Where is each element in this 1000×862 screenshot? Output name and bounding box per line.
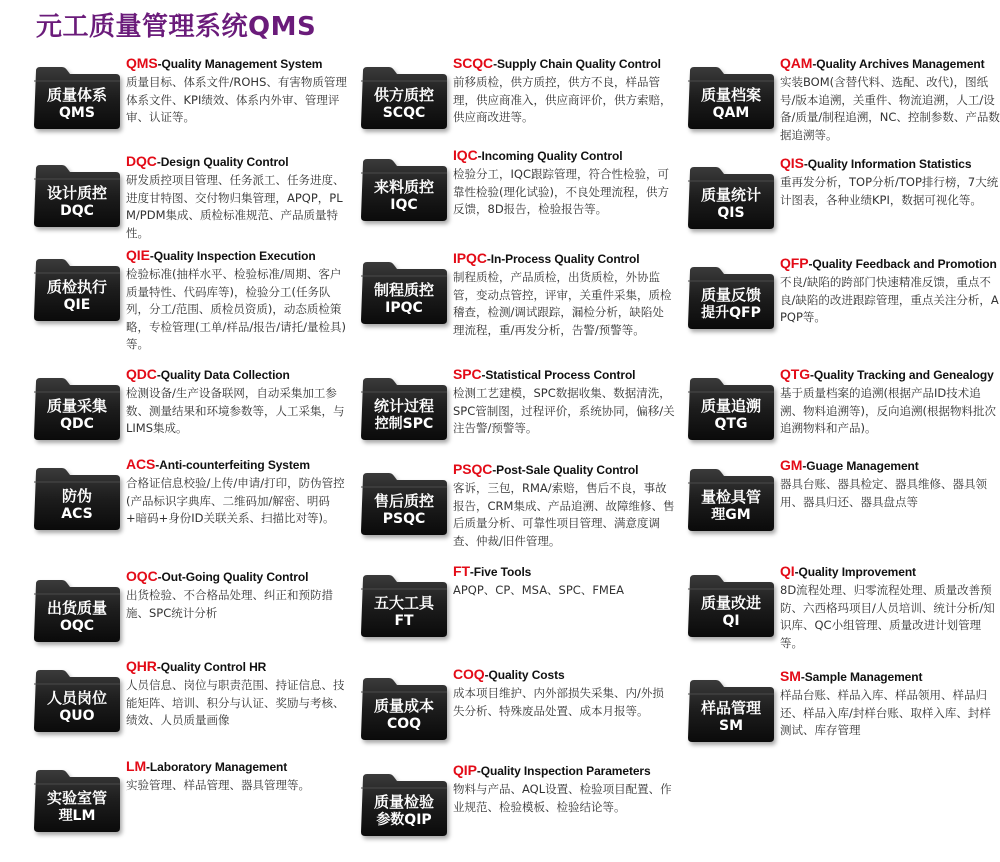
module-title xyxy=(780,457,1000,473)
module-description: 基于质量档案的追溯(根据产品ID技术追溯、物料追溯等)，反向追溯(根据物料批次追溯物料和产品)。 xyxy=(780,386,996,436)
module-card[interactable] xyxy=(355,55,675,155)
page-title: 元工质量管理系统QMS xyxy=(36,12,317,42)
module-description: 重再发分析，TOP分析/TOP排行榜，7大统计图表，各种业绩KPI，数据可视化等。 xyxy=(780,175,999,207)
module-card[interactable] xyxy=(355,366,675,466)
module-folder[interactable] xyxy=(359,471,449,536)
module-card[interactable] xyxy=(682,55,1000,155)
folder-label-en: DQC xyxy=(60,202,94,219)
module-title xyxy=(126,758,348,774)
module-description: 8D流程处理、归零流程处理、质量改善预防、六西格玛项目/人员培训、统计分析/知识库、QC小组管理、质量改进计划管理等。 xyxy=(780,583,995,650)
module-code: QI xyxy=(780,563,795,579)
module-code: IQC xyxy=(453,147,478,163)
folder-label-cn: 来料质控 xyxy=(373,177,434,196)
module-name: -Quality Archives Management xyxy=(812,57,985,71)
module-code: SM xyxy=(780,668,801,684)
module-description: 制程质检，产品质检，出货质检，外协监管，变动点管控，评审，关重件采集，质检稽查，检测/调试跟踪，漏检分析，缺陷处理流程，重/再发分析，告警/预警等。 xyxy=(453,270,672,337)
module-card[interactable] xyxy=(682,155,1000,255)
module-code: IPQC xyxy=(453,250,487,266)
module-name: -Quality Control HR xyxy=(156,660,267,674)
folder-label-cn: 人员岗位 xyxy=(46,688,107,707)
module-folder[interactable] xyxy=(686,265,776,330)
module-code: SPC xyxy=(453,366,482,382)
module-title xyxy=(453,762,675,778)
module-description: 检测设备/生产设备联网，自动采集加工参数、测量结果和环境参数等，人工采集，与LIMS集成。 xyxy=(126,386,345,436)
folder-label-cn: 质量反馈 xyxy=(700,285,761,304)
module-description: 前移质检，供方质控，供方不良，样品管理，供应商准入，供应商评价，供方索赔，供应商改进等。 xyxy=(453,75,672,125)
module-code: DQC xyxy=(126,153,157,169)
folder-label-cn: 质量体系 xyxy=(46,85,107,104)
module-name: -Quality Inspection Parameters xyxy=(476,764,651,778)
module-code: LM xyxy=(126,758,147,774)
module-code: OQC xyxy=(126,568,158,584)
module-code: FT xyxy=(453,563,470,579)
folder-label-cn: 防伪 xyxy=(61,486,92,505)
module-code: QIE xyxy=(126,247,150,263)
module-title xyxy=(453,366,675,382)
module-code: COQ xyxy=(453,666,485,682)
module-title xyxy=(126,153,348,169)
module-title xyxy=(780,55,1000,71)
module-folder[interactable] xyxy=(359,772,449,837)
module-card[interactable] xyxy=(355,762,675,862)
module-name: -Quality Information Statistics xyxy=(803,157,972,171)
module-name: -Laboratory Management xyxy=(146,760,288,774)
module-name: -Quality Tracking and Genealogy xyxy=(810,368,994,382)
folder-label-en: QMS xyxy=(59,104,95,121)
module-title xyxy=(780,255,1000,271)
module-name: -Design Quality Control xyxy=(156,155,289,169)
folder-label-en: 理LM xyxy=(58,807,96,824)
folder-label-cn: 样品管理 xyxy=(700,698,761,717)
module-title xyxy=(453,563,675,579)
folder-label-cn: 质量档案 xyxy=(700,85,761,104)
module-name: -Guage Management xyxy=(802,459,919,473)
module-name: -Quality Inspection Execution xyxy=(149,249,316,263)
folder-label-en: ACS xyxy=(61,505,93,522)
module-card[interactable] xyxy=(682,563,1000,663)
module-card[interactable] xyxy=(355,563,675,663)
module-code: SCQC xyxy=(453,55,494,71)
module-folder[interactable] xyxy=(686,65,776,130)
folder-label-en: QIS xyxy=(717,204,745,221)
module-code: QAM xyxy=(780,55,813,71)
module-code: QDC xyxy=(126,366,157,382)
folder-label-en: COQ xyxy=(386,715,422,732)
folder-label-cn: 实验室管 xyxy=(46,788,107,807)
folder-label-cn: 供方质控 xyxy=(373,85,434,104)
module-title xyxy=(126,55,348,71)
module-folder[interactable] xyxy=(32,65,122,130)
module-title xyxy=(453,461,675,477)
module-description: 研发质控项目管理、任务派工、任务进度、进度甘特图、交付物归集管理，APQP，PLM/PDM集成、质检标准规范、产品质量特性。 xyxy=(126,173,345,240)
module-code: QHR xyxy=(126,658,157,674)
module-code: QIS xyxy=(780,155,804,171)
module-name: -Quality Management System xyxy=(157,57,323,71)
module-description: 客诉，三包，RMA/索赔，售后不良，事故报告，CRM集成、产品追溯、故障维修、售后质量分析、可靠性项目管理、满意度调查、仲裁/旧件管理。 xyxy=(453,481,675,548)
module-name: -Five Tools xyxy=(469,565,532,579)
module-title xyxy=(126,366,348,382)
folder-label-en: 控制SPC xyxy=(374,415,434,432)
module-title xyxy=(780,366,1000,382)
module-description: 质量目标、体系文件/ROHS、有害物质管理体系文件、KPI绩效、体系内外审、管理评审、认证等。 xyxy=(126,75,347,125)
module-folder[interactable] xyxy=(32,257,122,322)
module-name: -Incoming Quality Control xyxy=(477,149,623,163)
module-folder[interactable] xyxy=(359,573,449,638)
module-card[interactable] xyxy=(682,255,1000,355)
folder-label-en: QUO xyxy=(59,707,95,724)
module-title xyxy=(126,658,348,674)
module-folder[interactable] xyxy=(359,676,449,741)
folder-label-en: 提升QFP xyxy=(701,304,761,321)
module-title xyxy=(780,155,1000,171)
module-card[interactable] xyxy=(682,457,1000,557)
module-code: PSQC xyxy=(453,461,493,477)
module-card[interactable] xyxy=(28,658,348,758)
folder-label-cn: 质量统计 xyxy=(700,185,761,204)
folder-label-cn: 质量追溯 xyxy=(700,396,761,415)
module-folder[interactable] xyxy=(359,376,449,441)
module-description: 器具台账、器具检定、器具维修、器具领用、器具归还、器具盘点等 xyxy=(780,477,987,509)
module-description: 实验管理、样品管理、器具管理等。 xyxy=(126,778,310,792)
folder-label-en: QDC xyxy=(60,415,94,432)
folder-label-cn: 出货质量 xyxy=(46,598,107,617)
folder-label-en: QI xyxy=(722,612,740,629)
module-name: -Out-Going Quality Control xyxy=(157,570,309,584)
folder-label-cn: 设计质控 xyxy=(46,183,107,202)
module-code: QMS xyxy=(126,55,158,71)
module-card[interactable] xyxy=(28,55,348,155)
module-folder[interactable] xyxy=(32,578,122,643)
folder-label-en: PSQC xyxy=(382,510,426,527)
module-description: 出货检验、不合格品处理、纠正和预防措施、SPC统计分析 xyxy=(126,588,333,620)
folder-label-cn: 五大工具 xyxy=(373,593,434,612)
module-title xyxy=(126,456,348,472)
folder-label-en: 参数QIP xyxy=(376,811,432,828)
module-folder[interactable] xyxy=(686,573,776,638)
module-code: GM xyxy=(780,457,803,473)
module-title xyxy=(453,147,675,163)
module-card[interactable] xyxy=(28,153,348,253)
module-title xyxy=(453,250,675,266)
module-description: 不良/缺陷的跨部门快速精准反馈，重点不良/缺陷的改进跟踪管理，重点关注分析，APQP等。 xyxy=(780,275,999,325)
module-code: QFP xyxy=(780,255,809,271)
module-description: 样品台账、样品入库、样品领用、样品归还、样品入库/封样台账、取样入库、封样测试、库存管理 xyxy=(780,688,991,738)
module-description: 合格证信息校验/上传/申请/打印，防伪管控(产品标识字典库、二维码加/解密、明码+暗码+身份ID关联关系、扫描比对等)。 xyxy=(126,476,345,526)
module-description: 检验标准(抽样水平、检验标准/周期、客户质量特性、代码库等)，检验分工(任务队列，分工/范围、质检员资质)，动态质检策略，专检管理(工单/样品/报告/请托/量检具)等。 xyxy=(126,267,346,352)
module-folder[interactable] xyxy=(32,466,122,531)
module-name: -In-Process Quality Control xyxy=(486,252,640,266)
module-description: 人员信息、岗位与职责范围、持证信息、技能矩阵、培训、积分与认证、奖励与考核、绩效、人员质量画像 xyxy=(126,678,345,728)
module-folder[interactable] xyxy=(686,467,776,532)
module-description: 物料与产品、AQL设置、检验项目配置、作业规范、检验模板、检验结论等。 xyxy=(453,782,672,814)
module-folder[interactable] xyxy=(359,260,449,325)
folder-label-en: OQC xyxy=(59,617,95,634)
folder-label-en: SCQC xyxy=(382,104,426,121)
module-title xyxy=(453,666,675,682)
module-folder[interactable] xyxy=(32,163,122,228)
folder-label-en: IPQC xyxy=(385,299,423,316)
module-card[interactable] xyxy=(28,366,348,466)
module-description: 检测工艺建模，SPC数据收集、数据清洗，SPC管制图，过程评价，系统协同，偏移/关注告警/预警等。 xyxy=(453,386,675,436)
module-folder[interactable] xyxy=(32,376,122,441)
module-card[interactable] xyxy=(28,758,348,858)
module-card[interactable] xyxy=(355,461,675,561)
module-name: -Quality Feedback and Promotion xyxy=(808,257,997,271)
folder-label-en: SM xyxy=(718,717,743,734)
module-description: 实装BOM(含替代料、选配、改代)，图纸号/版本追溯，关重件、物流追溯，人工/设备/质量/制程追溯，NC、控制参数、产品数据追溯等。 xyxy=(780,75,1000,142)
folder-label-en: QTG xyxy=(714,415,748,432)
module-name: -Post-Sale Quality Control xyxy=(492,463,639,477)
folder-label-cn: 量检具管 xyxy=(700,487,761,506)
module-card[interactable] xyxy=(682,668,1000,768)
module-title xyxy=(126,247,348,263)
module-folder[interactable] xyxy=(686,678,776,743)
module-description: 成本项目维护、内外部损失采集、内/外损失分析、特殊废品处置、成本月报等。 xyxy=(453,686,664,718)
module-description: APQP、CP、MSA、SPC、FMEA xyxy=(453,583,624,597)
module-card[interactable] xyxy=(355,250,675,350)
folder-label-en: QIE xyxy=(63,296,91,313)
folder-label-cn: 质量检验 xyxy=(373,792,434,811)
module-title xyxy=(453,55,675,71)
module-title xyxy=(780,668,1000,684)
module-folder[interactable] xyxy=(32,668,122,733)
folder-label-en: FT xyxy=(394,612,414,629)
folder-label-cn: 质量改进 xyxy=(700,593,761,612)
folder-label-cn: 制程质控 xyxy=(373,280,434,299)
module-code: QTG xyxy=(780,366,811,382)
module-card[interactable] xyxy=(28,456,348,556)
module-title xyxy=(126,568,348,584)
module-name: -Quality Improvement xyxy=(794,565,916,579)
folder-label-cn: 质量采集 xyxy=(46,396,107,415)
module-name: -Anti-counterfeiting System xyxy=(155,458,310,472)
module-name: -Quality Data Collection xyxy=(156,368,290,382)
module-folder[interactable] xyxy=(686,165,776,230)
folder-label-cn: 质检执行 xyxy=(46,277,107,296)
module-code: QIP xyxy=(453,762,477,778)
module-card[interactable] xyxy=(28,247,348,352)
module-card[interactable] xyxy=(28,568,348,668)
folder-label-cn: 质量成本 xyxy=(373,696,434,715)
module-card[interactable] xyxy=(355,666,675,766)
module-folder[interactable] xyxy=(32,768,122,833)
folder-label-en: 理GM xyxy=(711,506,751,523)
module-folder[interactable] xyxy=(359,157,449,222)
module-name: -Supply Chain Quality Control xyxy=(493,57,661,71)
folder-label-cn: 统计过程 xyxy=(373,396,434,415)
module-name: -Quality Costs xyxy=(484,668,565,682)
module-title xyxy=(780,563,1000,579)
module-description: 检验分工，IQC跟踪管理，符合性检验，可靠性检验(理化试验)，不良处理流程，供方反馈，8D报告，检验报告等。 xyxy=(453,167,669,217)
folder-label-en: IQC xyxy=(390,196,418,213)
module-card[interactable] xyxy=(682,366,1000,466)
module-card[interactable] xyxy=(355,147,675,247)
module-name: -Statistical Process Control xyxy=(481,368,636,382)
module-name: -Sample Management xyxy=(800,670,923,684)
module-code: ACS xyxy=(126,456,156,472)
module-folder[interactable] xyxy=(686,376,776,441)
folder-label-en: QAM xyxy=(712,104,750,121)
folder-label-cn: 售后质控 xyxy=(373,491,434,510)
module-folder[interactable] xyxy=(359,65,449,130)
